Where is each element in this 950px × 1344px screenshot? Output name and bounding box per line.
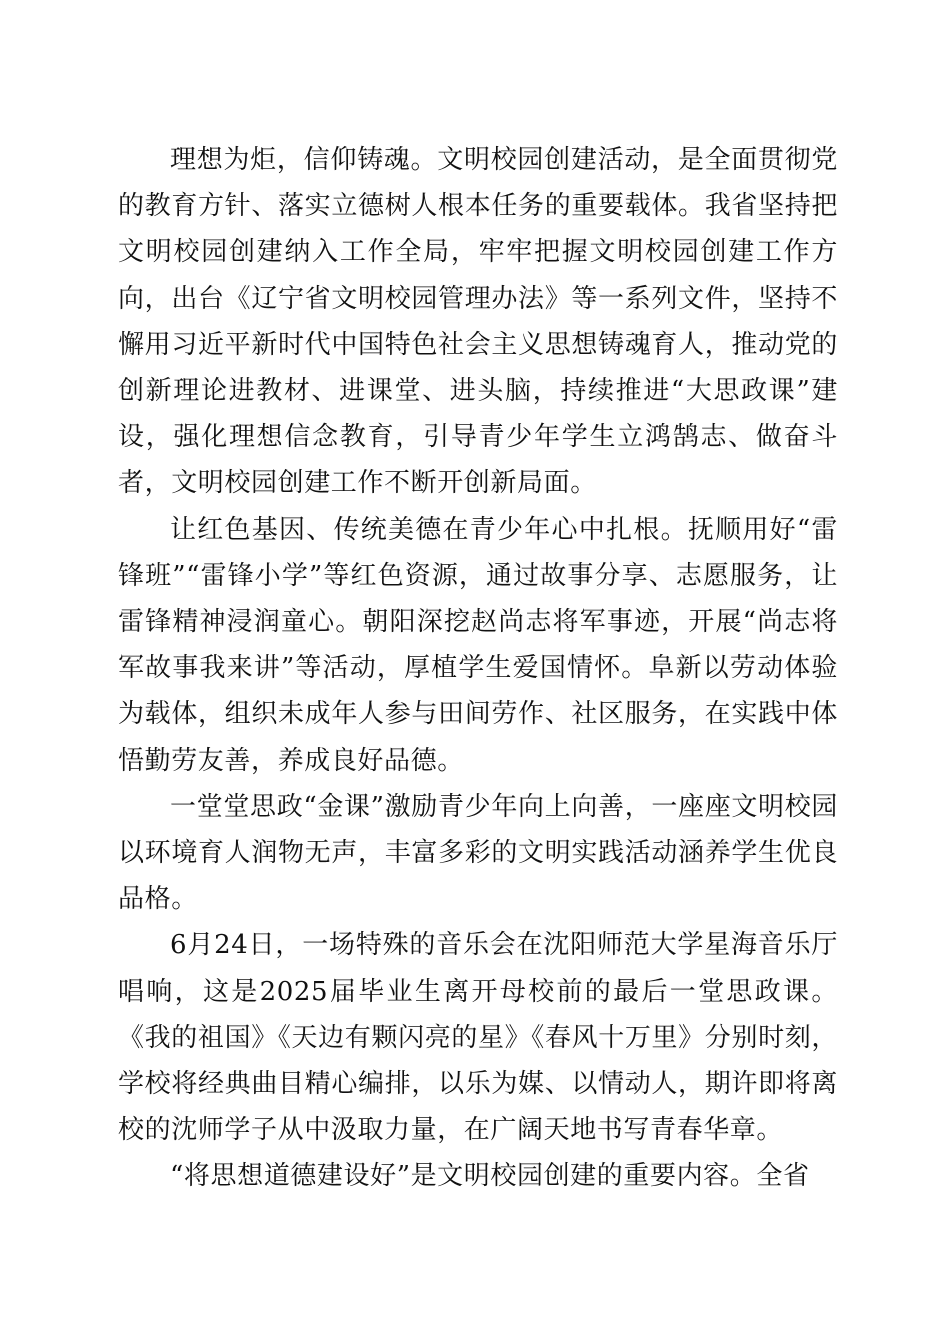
article-body xyxy=(118,137,838,1200)
paragraph-red-genes: 让红色基因、传统美德在青少年心中扎根。抚顺用好“雷锋班”“雷锋小学”等红色资源，通过故事分享、志愿服务，让雷锋精神浸润童心。朝阳深挖赵尚志将军事迹，开展“尚志将军故事我来讲”等活动，厚植学生爱国情怀。阜新以劳动体验为载体，组织未成年人参与田间劳作、社区服务，在实践中体悟勤劳友善，养成良好品德。 xyxy=(118,514,838,776)
paragraph-golden-courses: 一堂堂思政“金课”激励青少年向上向善，一座座文明校园以环境育人润物无声，丰富多彩的文明实践活动涵养学生优良品格。 xyxy=(118,791,838,915)
paragraph-ideals: 理想为炬，信仰铸魂。文明校园创建活动，是全面贯彻党的教育方针、落实立德树人根本任务的重要载体。我省坚持把文明校园创建纳入工作全局，牢牢把握文明校园创建工作方向，出台《辽宁省文明校园管理办法》等一系列文件，坚持不懈用习近平新时代中国特色社会主义思想铸魂育人，推动党的创新理论进教材、进课堂、进头脑，持续推进“大思政课”建设，强化理想信念教育，引导青少年学生立鸿鹄志、做奋斗者，文明校园创建工作不断开创新局面。 xyxy=(118,145,838,499)
paragraph-concert: 6月24日，一场特殊的音乐会在沈阳师范大学星海音乐厅唱响，这是2025届毕业生离开母校前的最后一堂思政课。《我的祖国》《天边有颗闪亮的星》《春风十万里》分别时刻，学校将经典曲目精心编排，以乐为媒、以情动人，期许即将离校的沈师学子从中汲取力量，在广阔天地书写青春华章。 xyxy=(118,930,838,1146)
paragraph-moral-construction: “将思想道德建设好”是文明校园创建的重要内容。全省 xyxy=(170,1161,810,1192)
